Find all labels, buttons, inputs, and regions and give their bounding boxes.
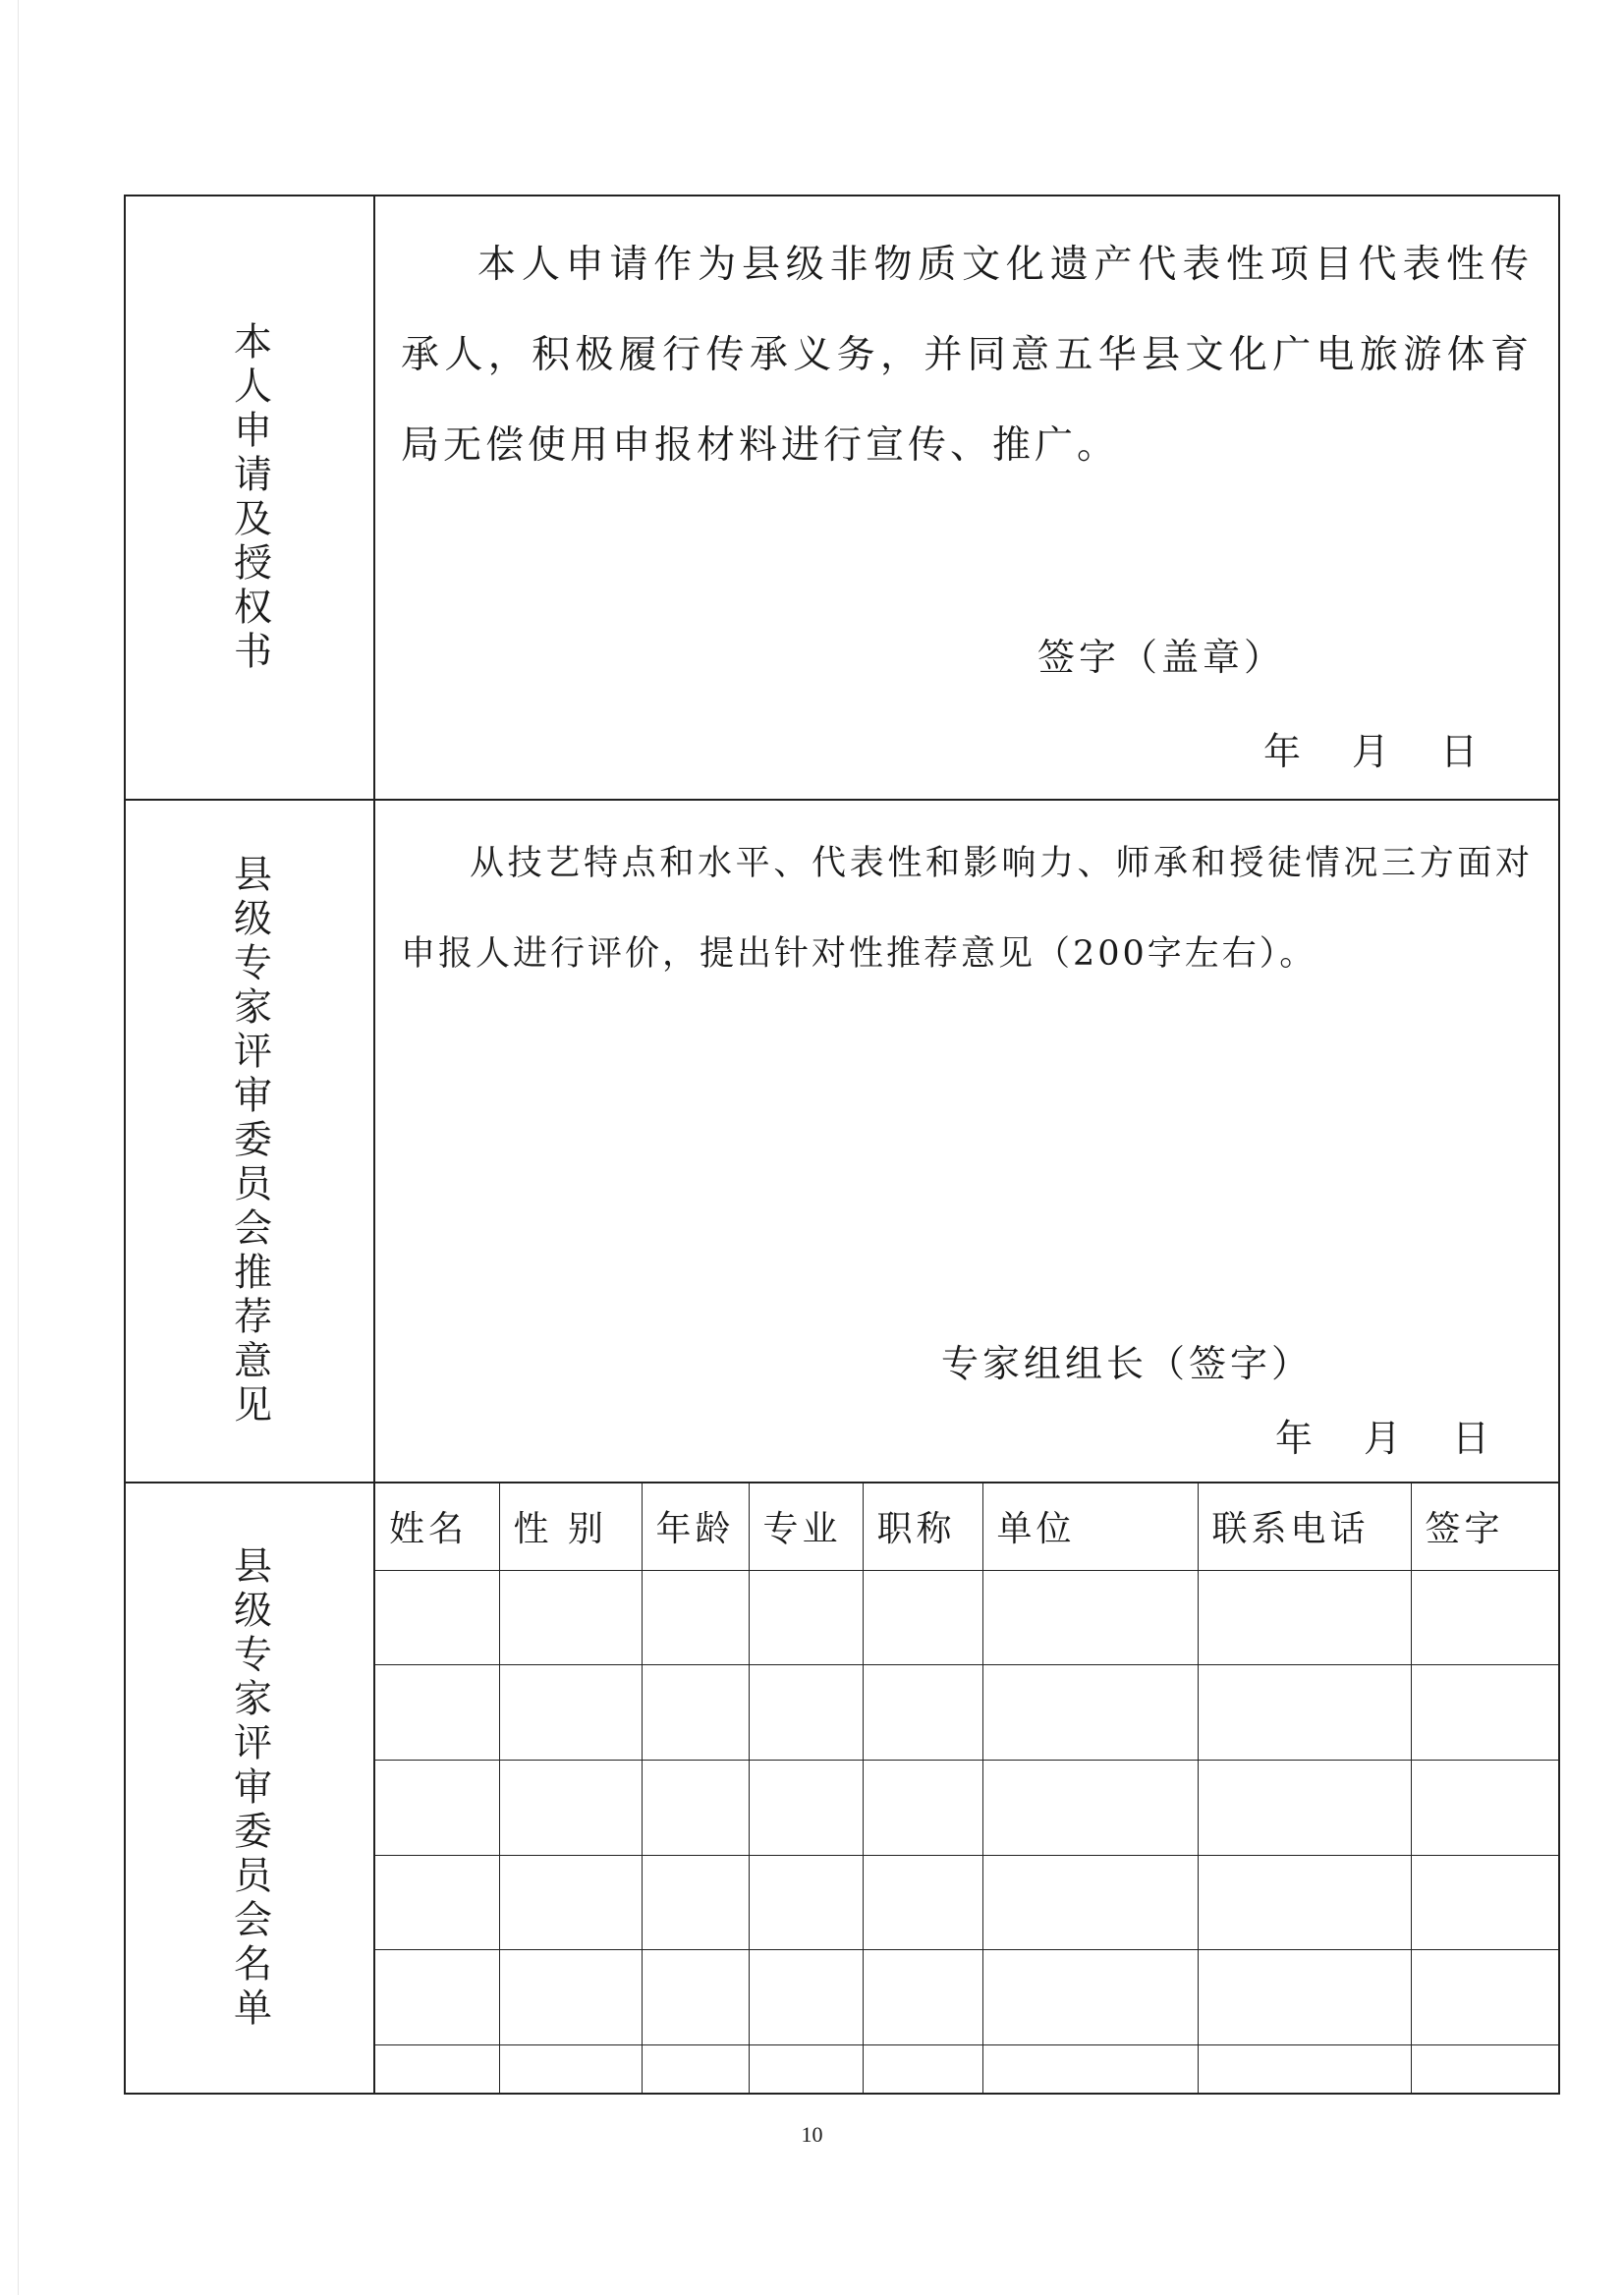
table-cell[interactable]	[1198, 1570, 1411, 1665]
table-cell[interactable]	[749, 1760, 863, 1855]
table-row	[375, 1570, 1558, 1665]
header-signature: 签字	[1411, 1483, 1558, 1570]
recommendation-content-cell[interactable]	[374, 800, 1559, 1483]
table-cell[interactable]	[499, 1950, 642, 2045]
recommendation-signature-label: 专家组组长（签字）	[941, 1342, 1314, 1385]
table-cell[interactable]	[982, 1950, 1198, 2045]
authorization-content-cell[interactable]	[374, 196, 1559, 800]
header-specialty: 专业	[749, 1483, 863, 1570]
authorization-row	[125, 196, 1559, 800]
committee-header-row	[375, 1483, 1558, 1570]
table-cell[interactable]	[863, 1760, 982, 1855]
table-cell[interactable]	[749, 1855, 863, 1950]
table-cell[interactable]	[982, 2045, 1198, 2093]
table-cell[interactable]	[1411, 1665, 1558, 1761]
date-day-label: 日	[1452, 1417, 1490, 1460]
table-cell[interactable]	[499, 1570, 642, 1665]
table-cell[interactable]	[982, 1855, 1198, 1950]
header-name: 姓名	[375, 1483, 499, 1570]
table-row	[375, 1665, 1558, 1761]
authorization-text: 本人申请作为县级非物质文化遗产代表性项目代表性传承人，积极履行传承义务，并同意五华县文化广电旅游体育局无偿使用申报材料进行宣传、推广。	[401, 243, 1533, 468]
table-cell[interactable]	[375, 1760, 499, 1855]
table-cell[interactable]	[499, 1760, 642, 1855]
committee-table-body	[375, 1570, 1558, 2093]
header-gender: 性 别	[499, 1483, 642, 1570]
table-cell[interactable]	[749, 2045, 863, 2093]
header-title: 职称	[863, 1483, 982, 1570]
committee-members-table	[375, 1483, 1558, 2093]
application-form-table	[124, 195, 1560, 2095]
committee-row	[125, 1483, 1559, 2094]
header-organization: 单位	[982, 1483, 1198, 1570]
authorization-label: 本人申请及授权书	[227, 320, 272, 675]
header-phone: 联系电话	[1198, 1483, 1411, 1570]
table-cell[interactable]	[499, 2045, 642, 2093]
table-cell[interactable]	[749, 1665, 863, 1761]
table-cell[interactable]	[863, 2045, 982, 2093]
recommendation-date	[1275, 1408, 1489, 1462]
table-cell[interactable]	[1411, 1570, 1558, 1665]
table-cell[interactable]	[375, 1950, 499, 2045]
table-cell[interactable]	[1198, 1760, 1411, 1855]
table-cell[interactable]	[1411, 1855, 1558, 1950]
table-cell[interactable]	[863, 1950, 982, 2045]
table-row	[375, 1760, 1558, 1855]
recommendation-label: 县级专家评审委员会推荐意见	[227, 854, 272, 1428]
recommendation-row	[125, 800, 1559, 1483]
table-cell[interactable]	[749, 1950, 863, 2045]
table-cell[interactable]	[1411, 1760, 1558, 1855]
date-year-label: 年	[1275, 1417, 1314, 1460]
authorization-date	[1263, 721, 1478, 775]
table-cell[interactable]	[1198, 1950, 1411, 2045]
table-cell[interactable]	[1198, 1855, 1411, 1950]
table-cell[interactable]	[749, 1570, 863, 1665]
table-cell[interactable]	[863, 1855, 982, 1950]
table-cell[interactable]	[982, 1760, 1198, 1855]
page-number: 10	[801, 2122, 823, 2147]
table-cell[interactable]	[863, 1570, 982, 1665]
table-cell[interactable]	[642, 1760, 749, 1855]
recommendation-text: 从技艺特点和水平、代表性和影响力、师承和授徒情况三方面对申报人进行评价，提出针对性推荐意见（200字左右）。	[401, 844, 1533, 974]
table-cell[interactable]	[1198, 1665, 1411, 1761]
table-cell[interactable]	[1411, 2045, 1558, 2093]
date-month-label: 月	[1352, 730, 1390, 773]
header-age: 年龄	[642, 1483, 749, 1570]
date-month-label: 月	[1364, 1417, 1402, 1460]
committee-label: 县级专家评审委员会名单	[227, 1544, 272, 2032]
table-row	[375, 2045, 1558, 2093]
date-day-label: 日	[1440, 730, 1479, 773]
table-cell[interactable]	[499, 1855, 642, 1950]
table-cell[interactable]	[642, 1950, 749, 2045]
table-cell[interactable]	[375, 1570, 499, 1665]
table-cell[interactable]	[982, 1570, 1198, 1665]
table-cell[interactable]	[1411, 1950, 1558, 2045]
table-cell[interactable]	[982, 1665, 1198, 1761]
table-cell[interactable]	[642, 2045, 749, 2093]
table-cell[interactable]	[375, 1665, 499, 1761]
table-row	[375, 1950, 1558, 2045]
table-cell[interactable]	[642, 1570, 749, 1665]
scan-edge-line	[18, 0, 19, 2295]
committee-table-cell	[374, 1483, 1559, 2094]
table-cell[interactable]	[642, 1665, 749, 1761]
table-cell[interactable]	[1198, 2045, 1411, 2093]
table-cell[interactable]	[499, 1665, 642, 1761]
table-cell[interactable]	[375, 1855, 499, 1950]
committee-label-cell	[125, 1483, 374, 2094]
authorization-signature-label: 签字（盖章）	[1037, 636, 1286, 679]
table-cell[interactable]	[863, 1665, 982, 1761]
table-row	[375, 1855, 1558, 1950]
table-cell[interactable]	[642, 1855, 749, 1950]
date-year-label: 年	[1263, 730, 1302, 773]
authorization-label-cell	[125, 196, 374, 800]
recommendation-label-cell	[125, 800, 374, 1483]
table-cell[interactable]	[375, 2045, 499, 2093]
